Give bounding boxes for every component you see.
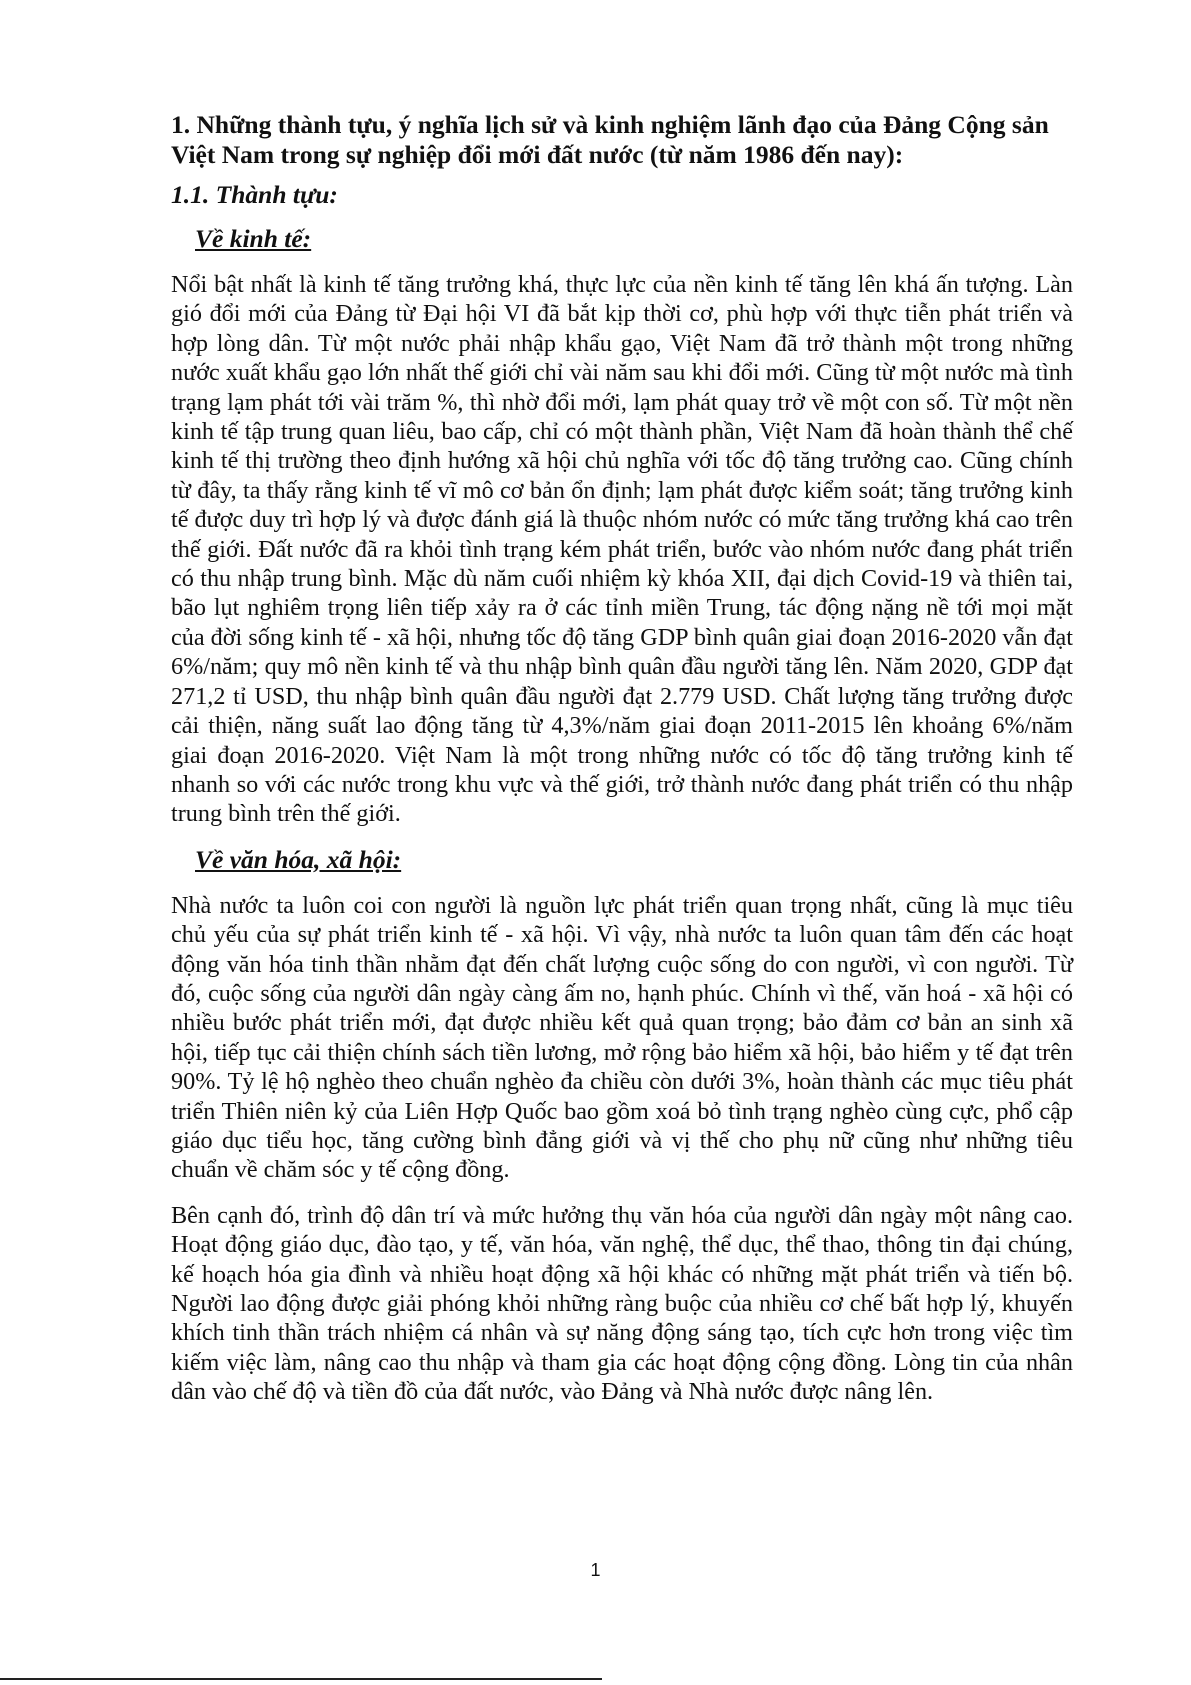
culture-society-paragraph-1: Nhà nước ta luôn coi con người là nguồn lực phát triển quan trọng nhất, cũng là mục tiêu chủ yếu của sự phát triển kinh tế - xã hội. Vì vậy, nhà nước ta luôn quan tâm đến các hoạt động văn hóa tinh thần nhằm đạt đến chất lượng cuộc sống do con người, vì con người. Từ đó, cuộc sống của người dân ngày càng ấm no, hạnh phúc. Chính vì thế, văn hoá - xã hội có nhiều bước phát triển mới, đạt được nhiều kết quả quan trọng; bảo đảm cơ bản an sinh xã hội, tiếp tục cải thiện chính sách tiền lương, mở rộng bảo hiểm xã hội, bảo hiểm y tế đạt trên 90%. Tỷ lệ hộ nghèo theo chuẩn nghèo đa chiều còn dưới 3%, hoàn thành các mục tiêu phát triển Thiên niên kỷ của Liên Hợp Quốc bao gồm xoá bỏ tình trạng nghèo cùng cực, phổ cập giáo dục tiểu học, tăng cường bình đẳng giới và vị thế cho phụ nữ cũng như những tiêu chuẩn về chăm sóc y tế cộng đồng. bbox=[171, 891, 1073, 1184]
culture-society-section bbox=[171, 845, 1073, 1407]
section-title-economy: Về kinh tế: bbox=[195, 224, 312, 253]
section-title-culture-society: Về văn hóa, xã hội: bbox=[195, 844, 402, 874]
bottom-divider bbox=[0, 1678, 602, 1680]
document-page bbox=[171, 110, 1073, 1423]
document-heading: 1. Những thành tựu, ý nghĩa lịch sử và kinh nghiệm lãnh đạo của Đảng Cộng sản Việt Nam trong sự nghiệp đổi mới đất nước (từ năm 1986 đến nay): bbox=[171, 110, 1049, 169]
economy-paragraph: Nổi bật nhất là kinh tế tăng trưởng khá, thực lực của nền kinh tế tăng lên khá ấn tượng. Làn gió đổi mới của Đảng từ Đại hội VI đã bắt kịp thời cơ, phù hợp với thực tiễn phát triển và hợp lòng dân. Từ một nước phải nhập khẩu gạo, Việt Nam đã trở thành một trong những nước xuất khẩu gạo lớn nhất thế giới chỉ vài năm sau khi đổi mới. Cũng từ một nước mà tình trạng lạm phát tới vài trăm %, thì nhờ đổi mới, lạm phát quay trở về một con số. Từ một nền kinh tế tập trung quan liêu, bao cấp, chỉ có một thành phần, Việt Nam đã hoàn thành thể chế kinh tế thị trường theo định hướng xã hội chủ nghĩa với tốc độ tăng trưởng cao. Cũng chính từ đây, ta thấy rằng kinh tế vĩ mô cơ bản ổn định; lạm phát được kiểm soát; tăng trưởng kinh tế được duy trì hợp lý và được đánh giá là thuộc nhóm nước có mức tăng trưởng khá cao trên thế giới. Đất nước đã ra khỏi tình trạng kém phát triển, bước vào nhóm nước đang phát triển có thu nhập trung bình. Mặc dù năm cuối nhiệm kỳ khóa XII, đại dịch Covid-19 và thiên tai, bão lụt nghiêm trọng liên tiếp xảy ra ở các tỉnh miền Trung, tác động nặng nề tới mọi mặt của đời sống kinh tế - xã hội, nhưng tốc độ tăng GDP bình quân giai đoạn 2016-2020 vẫn đạt 6%/năm; quy mô nền kinh tế và thu nhập bình quân đầu người tăng lên. Năm 2020, GDP đạt 271,2 tỉ USD, thu nhập bình quân đầu người đạt 2.779 USD. Chất lượng tăng trưởng được cải thiện, năng suất lao động tăng từ 4,3%/năm giai đoạn 2011-2015 lên khoảng 6%/năm giai đoạn 2016-2020. Việt Nam là một trong những nước có tốc độ tăng trưởng kinh tế nhanh so với các nước trong khu vực và thế giới, trở thành nước đang phát triển có thu nhập trung bình trên thế giới. bbox=[171, 271, 1073, 828]
section-subheading: 1.1. Thành tựu: bbox=[171, 180, 338, 209]
economy-section bbox=[171, 224, 1073, 829]
page-number: 1 bbox=[590, 1560, 601, 1580]
culture-society-paragraph-2: Bên cạnh đó, trình độ dân trí và mức hưởng thụ văn hóa của người dân ngày một nâng cao. Hoạt động giáo dục, đào tạo, y tế, văn hóa, văn nghệ, thể dục, thể thao, thông tin đại chúng, kế hoạch hóa gia đình và nhiều hoạt động xã hội khác có những mặt phát triển và tiến bộ. Người lao động được giải phóng khỏi những ràng buộc của nhiều cơ chế bất hợp lý, khuyến khích tinh thần trách nhiệm cá nhân và sự năng động sáng tạo, tích cực hơn trong việc tìm kiếm việc làm, nâng cao thu nhập và tham gia các hoạt động cộng đồng. Lòng tin của nhân dân vào chế độ và tiền đồ của đất nước, vào Đảng và Nhà nước được nâng lên. bbox=[171, 1201, 1073, 1406]
